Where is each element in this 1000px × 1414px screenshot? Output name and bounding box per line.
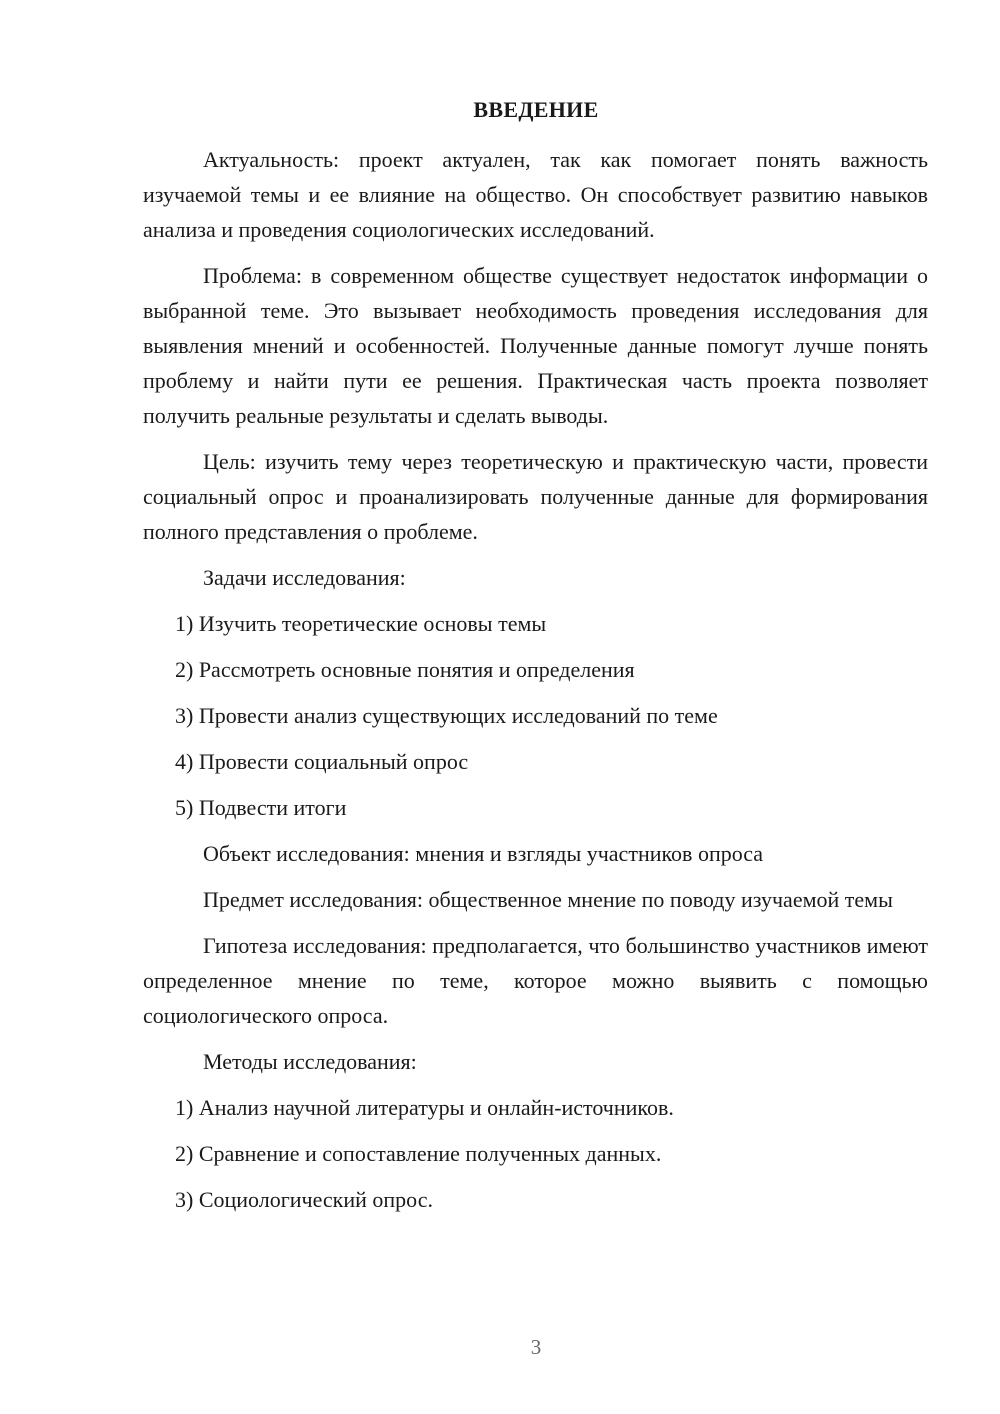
method-item-1: 1) Анализ научной литературы и онлайн-источников. [175, 1095, 674, 1120]
paragraph-hypothesis: Гипотеза исследования: предполагается, что большинство участников имеют определенное мнение по теме, которое можно выявить с помощью социологического опроса. [143, 933, 928, 1028]
method-item-2: 2) Сравнение и сопоставление полученных данных. [175, 1141, 662, 1166]
document-body [143, 142, 928, 1228]
task-item-2: 2) Рассмотреть основные понятия и определения [175, 657, 635, 682]
task-item-3: 3) Провести анализ существующих исследований по теме [175, 703, 718, 728]
paragraph-goal: Цель: изучить тему через теоретическую и практическую части, провести социальный опрос и проанализировать полученные данные для формирования полного представления о проблеме. [143, 449, 928, 544]
paragraph-problem: Проблема: в современном обществе существует недостаток информации о выбранной теме. Это вызывает необходимость проведения исследования для выявления мнений и особенностей. Полученные данные помогут лучше понять проблему и найти пути ее решения. Практическая часть проекта позволяет получить реальные результаты и сделать выводы. [143, 263, 928, 428]
paragraph-object: Объект исследования: мнения и взгляды участников опроса [203, 841, 764, 866]
paragraph-subject: Предмет исследования: общественное мнение по поводу изучаемой темы [203, 887, 893, 912]
tasks-heading: Задачи исследования: [203, 565, 406, 590]
page-number: 3 [530, 1335, 542, 1359]
methods-heading: Методы исследования: [203, 1049, 417, 1074]
page-title: ВВЕДЕНИЕ [473, 97, 599, 122]
paragraph-relevance: Актуальность: проект актуален, так как помогает понять важность изучаемой темы и ее влияние на общество. Он способствует развитию навыков анализа и проведения социологических исследований. [143, 147, 928, 242]
task-item-5: 5) Подвести итоги [175, 795, 347, 820]
task-item-1: 1) Изучить теоретические основы темы [175, 611, 547, 636]
method-item-3: 3) Социологический опрос. [175, 1187, 433, 1212]
task-item-4: 4) Провести социальный опрос [175, 749, 469, 774]
